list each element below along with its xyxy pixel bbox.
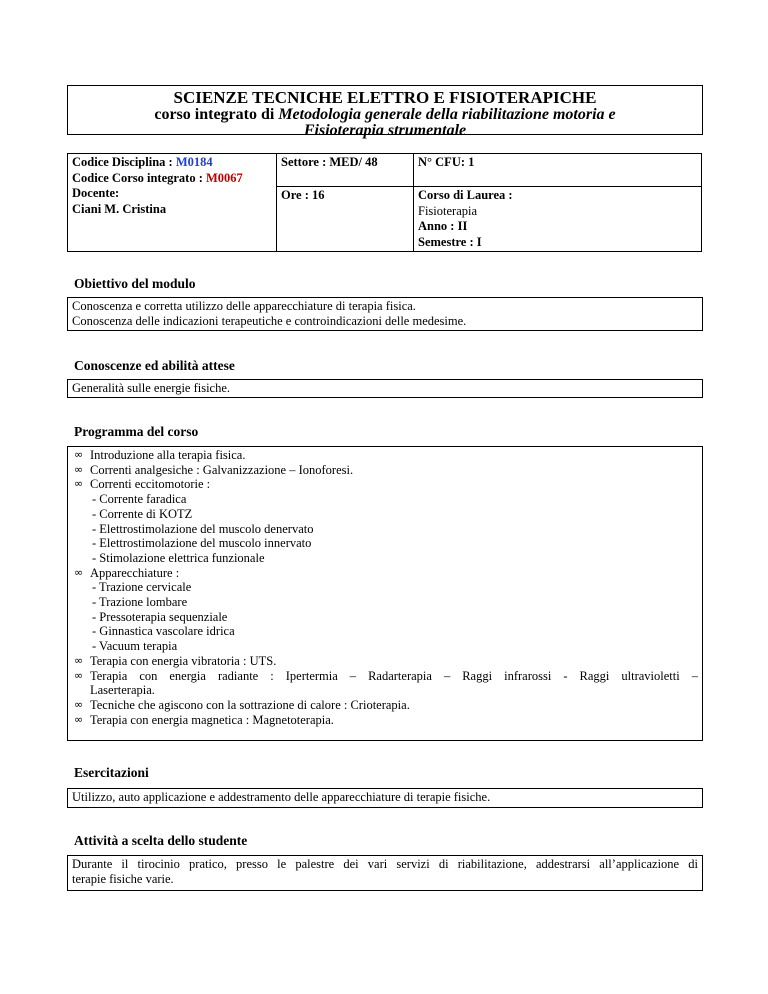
settore-cell: Settore : MED/ 48	[277, 154, 414, 187]
programma-title: Programma del corso	[74, 424, 199, 439]
conoscenze-title: Conoscenze ed abilità attese	[74, 358, 235, 373]
programma-item	[72, 713, 698, 728]
esercitazioni-title: Esercitazioni	[74, 765, 149, 780]
infinity-bullet-icon: ∞	[74, 668, 84, 682]
cfu-cell: N° CFU: 1	[414, 154, 702, 187]
programma-subitem: - Trazione lombare	[92, 595, 188, 610]
docente-value: Ciani M. Cristina	[72, 201, 167, 216]
docente-label: Docente:	[72, 186, 120, 200]
programma-item-text: Terapia con energia radiante : Ipertermia – Radarterapia – Raggi infrarossi - Raggi ultravioletti –	[90, 668, 698, 683]
programma-subitem: - Vacuum terapia	[92, 639, 178, 654]
programma-item	[72, 477, 698, 565]
programma-item	[72, 463, 698, 478]
programma-item-text: Terapia con energia magnetica : Magnetoterapia.	[90, 712, 334, 727]
programma-item	[72, 566, 698, 654]
programma-subitem: - Pressoterapia sequenziale	[92, 609, 228, 624]
infinity-bullet-icon: ∞	[74, 697, 84, 711]
attivita-line-1: Durante il tirocinio pratico, presso le palestre dei vari servizi di riabilitazione, addestrarsi all’applicazione di	[72, 857, 698, 871]
infinity-bullet-icon: ∞	[74, 448, 84, 461]
programma-item-text: Correnti eccitomotorie :	[90, 477, 211, 492]
obiettivo-line: Conoscenza e corretta utilizzo delle apparecchiature di terapia fisica.	[72, 299, 416, 313]
programma-item-text: Correnti analgesiche : Galvanizzazione – Ionoforesi.	[90, 462, 354, 477]
course-info-table	[67, 153, 702, 252]
corso-laurea-value: Fisioterapia	[418, 203, 478, 218]
course-subtitle: corso integrato di Metodologia generale della riabilitazione motoria e	[154, 106, 616, 123]
attivita-title: Attività a scelta dello studente	[74, 833, 248, 848]
programma-subitem: - Corrente di KOTZ	[92, 506, 193, 521]
esercitazioni-box	[67, 788, 703, 808]
obiettivo-title: Obiettivo del modulo	[74, 276, 196, 291]
conoscenze-text: Generalità sulle energie fisiche.	[72, 381, 231, 395]
programma-item	[72, 654, 698, 669]
infinity-bullet-icon: ∞	[74, 653, 84, 667]
obiettivo-box	[67, 297, 703, 331]
programma-item-text: Introduzione alla terapia fisica.	[90, 448, 246, 462]
course-subtitle-italic-2: Fisioterapia strumentale	[303, 122, 467, 139]
conoscenze-box	[67, 379, 703, 398]
programma-subitem: - Stimolazione elettrica funzionale	[92, 550, 265, 565]
infinity-bullet-icon: ∞	[74, 565, 84, 579]
obiettivo-line: Conoscenza delle indicazioni terapeutiche e controindicazioni delle medesime.	[72, 314, 467, 328]
infinity-bullet-icon: ∞	[74, 477, 84, 491]
course-title: SCIENZE TECNICHE ELETTRO E FISIOTERAPICHE	[173, 88, 597, 107]
infinity-bullet-icon: ∞	[74, 462, 84, 476]
anno-value: Anno : II	[418, 219, 468, 233]
attivita-box	[67, 855, 703, 891]
codice-corso-value: M0067	[206, 170, 243, 185]
corso-laurea-cell: Corso di Laurea : Fisioterapia Anno : II Semestre : I	[414, 187, 702, 252]
programma-subitem: - Elettrostimolazione del muscolo denervato	[92, 521, 314, 536]
programma-subitem: - Corrente faradica	[92, 492, 187, 507]
attivita-line-2: terapie fisiche varie.	[72, 872, 174, 886]
programma-item	[72, 669, 698, 698]
ore-cell: Ore : 16	[277, 187, 414, 252]
programma-item	[72, 698, 698, 713]
programma-item-text: Terapia con energia vibratoria : UTS.	[90, 653, 277, 668]
info-cell-codes: Codice Disciplina : M0184 Codice Corso integrato : M0067 Docente: Ciani M. Cristina	[68, 154, 277, 252]
semestre-value: Semestre : I	[418, 234, 482, 249]
programma-sublist	[90, 492, 698, 566]
programma-item	[72, 448, 698, 463]
programma-item-text: Tecniche che agiscono con la sottrazione di calore : Crioterapia.	[90, 697, 410, 712]
programma-subitem: - Ginnastica vascolare idrica	[92, 624, 235, 639]
programma-box	[67, 446, 703, 741]
esercitazioni-text: Utilizzo, auto applicazione e addestramento delle apparecchiature di terapie fisiche.	[72, 790, 491, 804]
programma-list	[72, 448, 698, 727]
infinity-bullet-icon: ∞	[74, 712, 84, 726]
codice-disciplina-value: M0184	[175, 155, 213, 169]
programma-sublist	[90, 580, 698, 654]
course-title-box	[67, 85, 703, 139]
programma-item-text: Apparecchiature :	[90, 565, 180, 580]
programma-item-continuation: Laserterapia.	[90, 683, 155, 698]
programma-subitem: - Elettrostimolazione del muscolo innervato	[92, 536, 312, 551]
course-subtitle-italic-1: Metodologia generale della riabilitazione motoria e	[278, 106, 616, 123]
programma-subitem: - Trazione cervicale	[92, 580, 192, 595]
